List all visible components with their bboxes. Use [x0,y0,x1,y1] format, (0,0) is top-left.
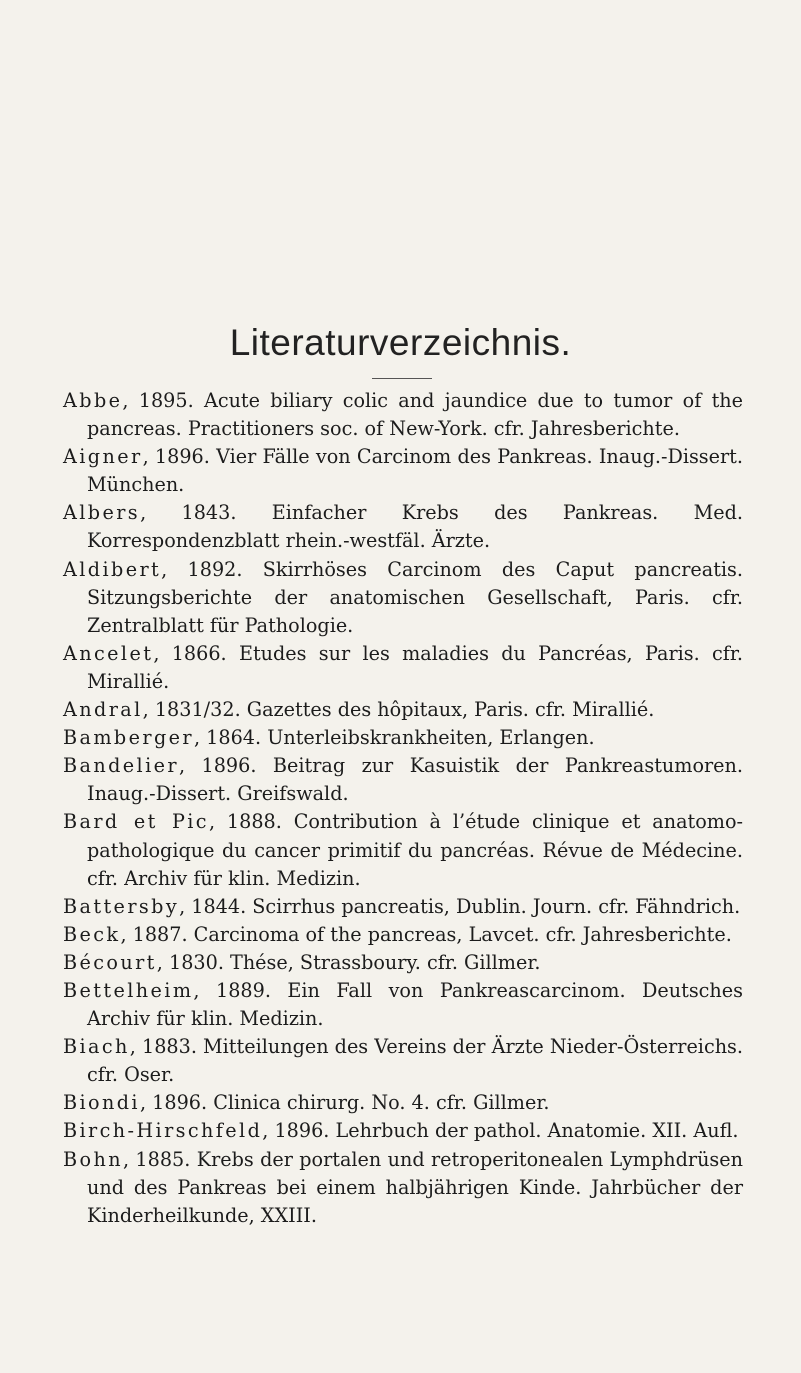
entry-author: Bard et Pic [63,810,209,834]
entry-text: , 1896. Clinica chirurg. No. 4. cfr. Gillmer. [139,1091,550,1115]
bibliography-entry [63,443,743,499]
bibliography-entry [63,556,743,640]
entry-text: , 1843. Einfacher Krebs des Pankreas. Med. Korrespondenzblatt rhein.-westfäl. Ärzte. [87,501,743,553]
entry-text: , 1883. Mitteilungen des Vereins der Ärzte Nieder-Österreichs. cfr. Oser. [87,1035,743,1087]
entry-text: , 1866. Etudes sur les maladies du Pancréas, Paris. cfr. Mirallié. [87,641,743,693]
entry-author: Bandelier [63,754,179,778]
entry-author: Bécourt [63,950,157,974]
bibliography-entry [63,1089,743,1117]
entry-text: , 1831/32. Gazettes des hôpitaux, Paris. cfr. Mirallié. [142,698,655,722]
entry-text: , 1864. Unterleibskrankheiten, Erlangen. [193,726,595,750]
bibliography-entry [63,808,743,892]
entry-author: Battersby [63,894,180,918]
title-divider [372,378,432,379]
entry-text: , 1888. Contribution à l’étude clinique et anatomo-pathologique du cancer primitif du pancréas. Révue de Médecine. cfr. Archiv für klin. Medizin. [87,810,743,890]
entry-text: , 1895. Acute biliary colic and jaundice due to tumor of the pancreas. Practitioners soc. of New-York. cfr. Jahresberichte. [87,389,743,441]
entry-author: Bamberger [63,726,194,750]
entry-author: Andral [63,698,143,722]
entry-author: Albers [63,501,141,525]
entry-text: , 1896. Lehrbuch der pathol. Anatomie. XII. Aufl. [262,1119,739,1143]
entry-author: Birch-Hirschfeld [63,1119,263,1143]
entry-author: Abbe [63,389,123,412]
bibliography-entry [63,1033,743,1089]
bibliography-entry [63,921,743,949]
entry-author: Ancelet [63,641,154,665]
bibliography-entry [63,640,743,696]
entry-text: , 1844. Scirrhus pancreatis, Dublin. Journ. cfr. Fähndrich. [179,894,741,918]
bibliography-entry [63,499,743,555]
entry-text: , 1896. Vier Fälle von Carcinom des Pankreas. Inaug.-Dissert. München. [87,445,743,497]
bibliography-entry [63,977,743,1033]
entry-text: , 1830. Thése, Strassboury. cfr. Gillmer. [156,950,541,974]
bibliography-entry [63,696,743,724]
page-title: Literaturverzeichnis. [229,322,572,363]
entry-text: , 1896. Beitrag zur Kasuistik der Pankreastumoren. Inaug.-Dissert. Greifswald. [87,754,743,806]
bibliography-entry [63,1117,743,1145]
bibliography-list [63,387,743,1230]
entry-text: , 1885. Krebs der portalen und retroperitonealen Lymphdrüsen und des Pankreas bei einem halbjährigen Kinde. Jahrbücher der Kinderheilkunde, XXIII. [87,1147,743,1227]
entry-author: Biondi [63,1091,140,1115]
bibliography-entry [63,387,743,443]
entry-text: , 1889. Ein Fall von Pankreascarcinom. Deutsches Archiv für klin. Medizin. [87,978,743,1031]
entry-author: Aldibert [63,557,162,581]
bibliography-entry [63,724,743,752]
entry-author: Aigner [63,445,143,469]
entry-author: Beck [63,922,121,946]
entry-author: Bettelheim [63,978,194,1002]
entry-text: , 1892. Skirrhöses Carcinom des Caput pancreatis. Sitzungsberichte der anatomischen Gesellschaft, Paris. cfr. Zentralblatt für Pathologie. [87,557,743,637]
entry-author: Bohn [63,1147,123,1171]
bibliography-entry [63,1146,743,1230]
entry-text: , 1887. Carcinoma of the pancreas, Lavcet. cfr. Jahresberichte. [120,922,732,946]
entry-author: Biach [63,1035,130,1059]
bibliography-entry [63,893,743,921]
bibliography-entry [63,752,743,808]
bibliography-entry [63,949,743,977]
